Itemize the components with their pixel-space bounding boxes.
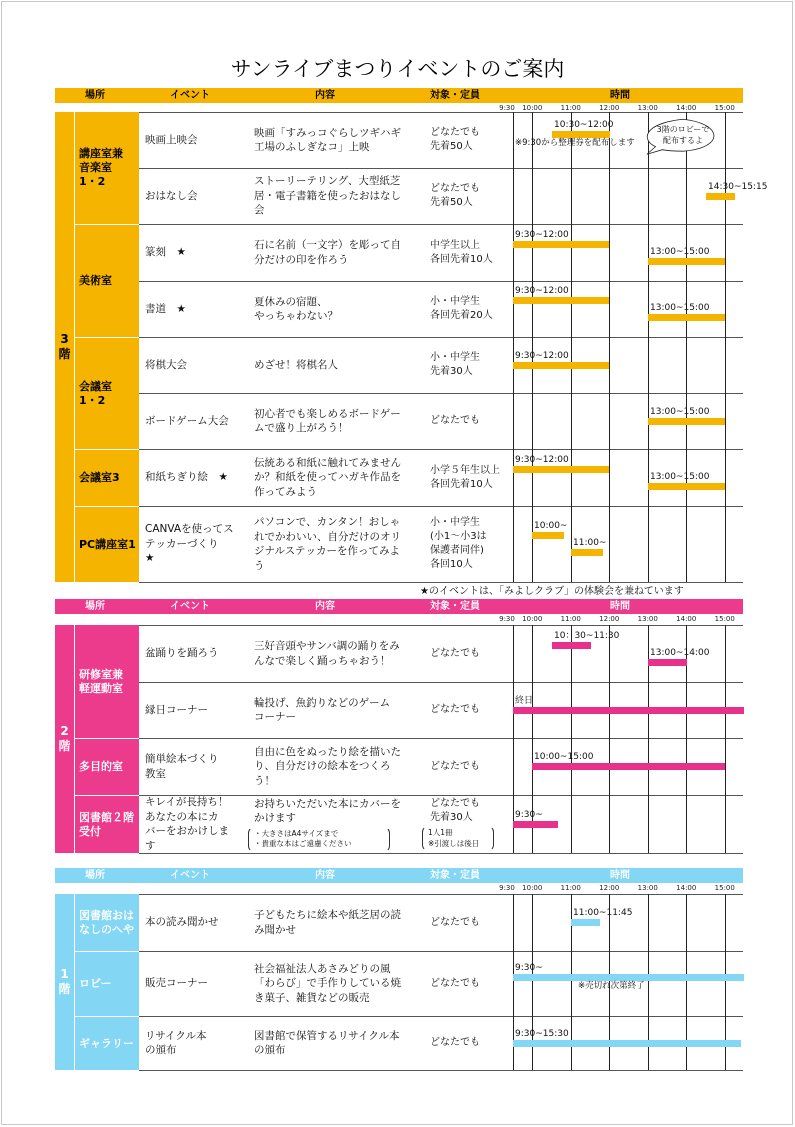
floor-label: 3階: [58, 332, 71, 361]
target-cell: [419, 449, 508, 506]
event-cell: [139, 281, 245, 337]
time-tick-label: 15:00: [714, 104, 735, 112]
target-cell: [419, 738, 508, 795]
timeline-gridline: [571, 625, 572, 853]
time-tick-label: 10:00: [522, 615, 543, 623]
event-description: お持ちいただいた本にカバーを かけます: [254, 797, 401, 824]
header-label-place: 場所: [85, 870, 105, 881]
timeline-gridline: [532, 112, 533, 582]
event-name: 将棋大会: [145, 358, 187, 371]
header-label-event: イベント: [170, 601, 210, 612]
time-bar: [513, 241, 609, 248]
time-bar-label: 14:30~15:15: [708, 182, 768, 192]
event-name: 書道 ★: [145, 302, 186, 315]
target-cell: [419, 224, 508, 281]
event-description: ストーリーテリング、大型紙芝 居・電子書籍を使ったおはなし 会: [254, 175, 401, 217]
place-name: 会議室 1・2: [79, 379, 112, 407]
event-description: 子どもたちに絵本や紙芝居の読 み聞かせ: [254, 909, 401, 936]
time-bar-label: 9:30~: [515, 810, 543, 820]
target-cell: [419, 112, 508, 168]
timeline-gridline: [513, 625, 514, 853]
content-cell: [245, 112, 419, 168]
target-note: 1人1冊 ※引渡しは後日: [422, 826, 494, 851]
target-cell: [419, 506, 508, 582]
time-tick-label: 9:30: [499, 615, 515, 623]
row-divider: [139, 853, 743, 854]
time-bar-label: 9:30~12:00: [515, 230, 569, 240]
target-cell: [419, 281, 508, 337]
time-bar: [513, 974, 744, 981]
target-capacity: どなたでも: [430, 916, 480, 928]
time-tick-label: 13:00: [637, 104, 658, 112]
place-name: 会議室3: [79, 471, 120, 484]
content-cell: [245, 951, 419, 1016]
target-capacity: どなたでも: [430, 704, 480, 715]
time-bar-label: 13:00~15:00: [650, 472, 710, 482]
target-capacity: 小学５年生以上 各回先着10人: [430, 464, 500, 490]
time-tick-label: 9:30: [499, 884, 515, 892]
time-bar: [552, 131, 610, 138]
target-cell: [419, 951, 508, 1016]
time-bar: [571, 919, 600, 926]
target-cell: [419, 682, 508, 738]
time-tick-label: 14:00: [676, 104, 697, 112]
event-cell: [139, 682, 245, 738]
floor-label-cell: [55, 625, 74, 853]
time-bar-label: 11:00~11:45: [573, 908, 633, 918]
place-cell: [75, 450, 139, 506]
event-cell: [139, 506, 245, 582]
timeline-gridline: [571, 112, 572, 582]
target-capacity: どなたでも: [430, 977, 480, 989]
event-name: 和紙ちぎり絵 ★: [145, 471, 228, 484]
event-cell: [139, 224, 245, 281]
target-capacity: 小・中学生 (小1～小3は 保護者同伴) 各回10人: [430, 517, 487, 570]
time-bar: [648, 483, 725, 490]
event-cell: [139, 449, 245, 506]
event-cell: [139, 951, 245, 1016]
event-description: 三好音頭やサンバ調の踊りをみ んなで楽しく踊っちゃおう！: [254, 640, 400, 667]
time-bar-label: 9:30~12:00: [515, 455, 569, 465]
event-cell: [139, 738, 245, 795]
callout-message: 3階のロビーで 配布するよ: [656, 125, 710, 145]
time-bar-label: 10：30~11:30: [554, 631, 620, 641]
place-cell: [75, 952, 139, 1016]
time-bar-label: 9:30~12:00: [515, 286, 569, 296]
target-capacity: 小・中学生 先着30人: [430, 352, 480, 377]
target-capacity: どなたでも 先着50人: [430, 127, 480, 152]
timeline-gridline: [725, 625, 726, 853]
time-bar-label: 終日: [515, 696, 534, 706]
header-label-content: 内容: [315, 601, 335, 612]
event-name: 映画上映会: [145, 133, 198, 146]
target-cell: [419, 1016, 508, 1070]
event-cell: [139, 894, 245, 951]
event-description: 図書館で保管するリサイクル本 の頒布: [254, 1029, 400, 1056]
target-capacity: どなたでも 先着50人: [430, 183, 480, 208]
content-cell: [245, 393, 419, 449]
time-tick-label: 11:00: [560, 884, 581, 892]
place-name: 研修室兼 軽運動室: [79, 667, 123, 695]
time-bar-label: 10:00~15:00: [534, 752, 594, 762]
place-name: 講座室兼 音楽室 1・2: [79, 147, 123, 188]
time-bar-label: 13:00~14:00: [650, 648, 710, 658]
event-cell: [139, 393, 245, 449]
time-tick-label: 9:30: [499, 104, 515, 112]
timeline-gridline: [609, 112, 610, 582]
header-label-time: 時間: [610, 601, 630, 612]
event-cell: [139, 168, 245, 224]
event-cell: [139, 625, 245, 682]
time-bar: [648, 659, 687, 666]
time-tick-label: 12:00: [599, 104, 620, 112]
target-cell: [419, 894, 508, 951]
time-tick-label: 11:00: [560, 615, 581, 623]
section-header-bar: [55, 868, 743, 883]
event-description: 映画「すみっコぐらしツギハギ 工場のふしぎなコ」上映: [254, 126, 401, 153]
content-cell: [245, 337, 419, 393]
header-label-content: 内容: [315, 90, 335, 101]
target-capacity: 小・中学生 各回先着20人: [430, 296, 493, 321]
content-cell: [245, 281, 419, 337]
place-cell: [75, 625, 139, 738]
event-description: 輪投げ、魚釣りなどのゲーム コーナー: [254, 696, 391, 723]
event-name: ボードゲーム大会: [145, 414, 229, 427]
header-label-time: 時間: [610, 90, 630, 101]
time-bar-label: 9:30~12:00: [515, 351, 569, 361]
page-title: サンライブまつりイベントのご案内: [230, 57, 565, 81]
header-label-time: 時間: [610, 870, 630, 881]
target-capacity: どなたでも 先着30人: [430, 798, 480, 823]
time-bar: [532, 532, 564, 539]
header-label-event: イベント: [170, 870, 210, 881]
event-description: パソコンで、カンタン！おしゃ れでかわいい、自分だけのオリ ジナルステッカーを作ってみよ う: [254, 516, 401, 572]
time-bar-label: 10:30~12:00: [554, 120, 614, 130]
time-bar-label: 13:00~15:00: [650, 407, 710, 417]
event-name: 盆踊りを踊ろう: [145, 647, 219, 660]
timeline-gridline: [513, 112, 514, 582]
time-bar-label: 13:00~15:00: [650, 247, 710, 257]
time-tick-label: 14:00: [676, 615, 697, 623]
content-cell: [245, 1016, 419, 1070]
target-capacity: 中学生以上 各回先着10人: [430, 239, 493, 265]
timeline-gridline: [648, 112, 649, 582]
time-bar: [513, 362, 609, 369]
header-label-target: 対象・定員: [430, 601, 480, 612]
time-bar: [513, 297, 609, 304]
place-name: PC講座室1: [79, 537, 136, 551]
event-cell: [139, 112, 245, 168]
event-cell: [139, 795, 245, 853]
time-tick-label: 10:00: [522, 884, 543, 892]
header-label-target: 対象・定員: [430, 90, 480, 101]
time-bar: [648, 258, 725, 265]
event-description: 夏休みの宿題、 やっちゃわない？: [254, 295, 338, 322]
event-name: 縁日コーナー: [145, 703, 208, 716]
time-bar-label: 10:00~: [534, 521, 568, 531]
place-name: 図書館おは なしのへや: [79, 908, 134, 936]
target-capacity: どなたでも: [430, 760, 480, 772]
time-tick-label: 11:00: [560, 104, 581, 112]
time-bar: [513, 1040, 741, 1047]
place-cell: [75, 112, 139, 224]
time-tick-label: 15:00: [714, 884, 735, 892]
header-label-place: 場所: [85, 601, 105, 612]
time-note: ※9:30から整理券を配布します: [515, 138, 635, 148]
event-name: 簡単絵本づくり 教室: [145, 753, 219, 780]
target-capacity: どなたでも: [430, 415, 480, 426]
event-name: 販売コーナー: [145, 977, 208, 990]
content-cell: [245, 795, 419, 853]
place-cell: [75, 796, 139, 853]
content-cell: [245, 449, 419, 506]
event-cell: [139, 1016, 245, 1070]
place-cell: [75, 507, 139, 582]
row-divider: [139, 582, 743, 583]
content-note: ・大きさはA4サイズまで ・貴重な本はご遠慮ください: [248, 827, 390, 852]
time-bar: [706, 193, 735, 200]
time-bar: [513, 707, 744, 714]
header-label-target: 対象・定員: [430, 870, 480, 881]
target-cell: [419, 168, 508, 224]
event-description: 伝統ある和紙に触れてみません か？和紙を使ってハガキ作品を 作ってみよう: [254, 456, 401, 498]
content-cell: [245, 625, 419, 682]
time-tick-label: 10:00: [522, 104, 543, 112]
header-label-place: 場所: [85, 90, 105, 101]
event-description: 石に名前（一文字）を彫って自 分だけの印を作ろう: [254, 239, 401, 266]
row-divider: [139, 1070, 743, 1071]
content-cell: [245, 224, 419, 281]
place-name: 多目的室: [79, 760, 123, 773]
place-cell: [75, 1017, 139, 1070]
target-cell: [419, 795, 508, 853]
place-name: ギャラリー: [79, 1036, 134, 1050]
event-description: 初心者でも楽しめるボードゲー ムで盛り上がろう！: [254, 407, 401, 434]
section-header-bar: [55, 599, 743, 614]
header-label-content: 内容: [315, 870, 335, 881]
place-cell: [75, 894, 139, 951]
timeline-gridline: [609, 625, 610, 853]
target-capacity: どなたでも: [430, 1037, 480, 1048]
place-name: ロビー: [79, 977, 112, 990]
place-cell: [75, 739, 139, 795]
time-tick-label: 14:00: [676, 884, 697, 892]
target-cell: [419, 337, 508, 393]
time-tick-label: 15:00: [714, 615, 735, 623]
floor-label-cell: [55, 112, 74, 582]
time-bar-label: 11:00~: [573, 538, 607, 548]
timeline-gridline: [686, 112, 687, 582]
time-bar-label: 9:30~15:30: [515, 1029, 569, 1039]
event-name: おはなし会: [145, 189, 198, 202]
floor-label: 2階: [58, 724, 71, 753]
floor-label-cell: [55, 894, 74, 1070]
content-cell: [245, 168, 419, 224]
time-bar-label: 9:30~: [515, 963, 543, 973]
time-bar: [532, 763, 725, 770]
target-cell: [419, 625, 508, 682]
time-bar: [648, 314, 725, 321]
event-name: 篆刻 ★: [145, 246, 186, 259]
time-tick-label: 12:00: [599, 615, 620, 623]
place-name: 図書館２階 受付: [79, 810, 134, 838]
content-cell: [245, 506, 419, 582]
event-name: CANVAを使ってス テッカーづくり ★: [145, 523, 234, 565]
time-bar: [648, 418, 725, 425]
place-cell: [75, 338, 139, 449]
section-footnote: ★のイベントは、「みよしクラブ」の体験会を兼ねています: [420, 586, 684, 597]
place-name: 美術室: [79, 274, 112, 287]
target-cell: [419, 393, 508, 449]
place-cell: [75, 225, 139, 337]
event-name: キレイが長持ち！ あなたの本にカ バーをおかけしま す: [145, 796, 229, 852]
time-tick-label: 13:00: [637, 615, 658, 623]
event-description: めざせ！将棋名人: [254, 358, 338, 371]
target-capacity: どなたでも: [430, 647, 480, 659]
event-name: 本の読み聞かせ: [145, 916, 219, 929]
event-description: 自由に色をぬったり絵を描いた り、自分だけの絵本をつくろ う！: [254, 745, 401, 787]
header-label-event: イベント: [170, 90, 210, 101]
time-bar: [513, 821, 558, 828]
time-bar: [513, 466, 609, 473]
section-header-bar: [55, 88, 743, 103]
content-cell: [245, 894, 419, 951]
time-bar: [552, 642, 591, 649]
time-tick-label: 12:00: [599, 884, 620, 892]
floor-label: 1階: [58, 967, 71, 996]
time-tick-label: 13:00: [637, 884, 658, 892]
event-cell: [139, 337, 245, 393]
time-bar-label: 13:00~15:00: [650, 303, 710, 313]
event-description: 社会福祉法人あさみどりの風 「わらび」で手作りしている焼 き菓子、雑貨などの販売: [254, 962, 401, 1004]
content-cell: [245, 682, 419, 738]
content-cell: [245, 738, 419, 795]
event-name: リサイクル本 の頒布: [145, 1029, 207, 1056]
time-bar: [571, 549, 603, 556]
time-note: ※売切れ次第終了: [578, 981, 645, 991]
